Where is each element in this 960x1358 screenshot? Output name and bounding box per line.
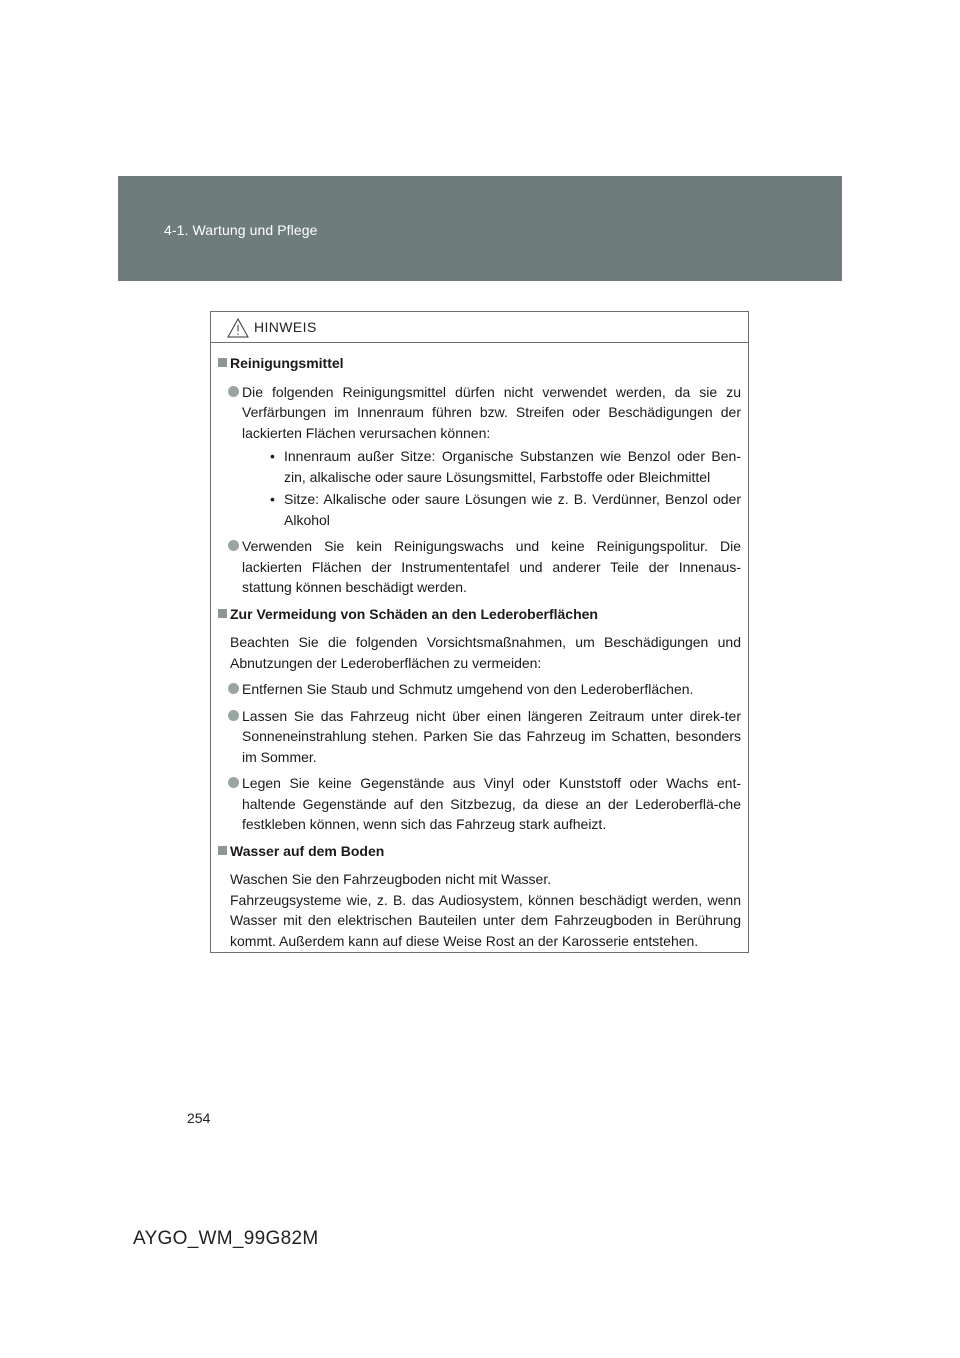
section-water-floor <box>218 841 741 952</box>
section-label: 4-1. Wartung und Pflege <box>164 222 318 238</box>
section-heading: Zur Vermeidung von Schäden an den Lederoberflächen <box>218 604 741 625</box>
section-paragraph: Waschen Sie den Fahrzeugboden nicht mit Wasser. Fahrzeugsysteme wie, z. B. das Audiosystem, können beschädigt werden, wenn Wasser mit den elektrischen Bauteilen unter dem Fahrzeugboden in Berührung kommt. Außerdem kann auf diese Weise Rost an der Karosserie entstehen. <box>230 871 741 949</box>
section-cleaning-agents <box>218 353 741 598</box>
warning-triangle-icon <box>227 318 249 338</box>
document-code: AYGO_WM_99G82M <box>133 1228 319 1249</box>
list-item: Lassen Sie das Fahrzeug nicht über einen längeren Zeitraum unter direk-ter Sonneneinstrahlung stehen. Parken Sie das Fahrzeug im Schatten, besonders im Sommer. <box>218 706 741 768</box>
section-intro: Beachten Sie die folgenden Vorsichtsmaßnahmen, um Beschädigungen und Abnutzungen der Lederoberflächen zu vermeiden: <box>230 634 741 671</box>
square-bullet-icon <box>218 609 227 618</box>
circle-bullet-icon <box>228 710 239 721</box>
square-bullet-icon <box>218 358 227 367</box>
notice-box <box>210 311 749 953</box>
section-heading: Reinigungsmittel <box>218 353 741 374</box>
circle-bullet-icon <box>228 386 239 397</box>
circle-bullet-icon <box>228 540 239 551</box>
section-leather-surfaces <box>218 604 741 835</box>
notice-header <box>211 312 748 343</box>
circle-bullet-icon <box>228 683 239 694</box>
sub-list-item: • Sitze: Alkalische oder saure Lösungen wie z. B. Verdünner, Benzol oder Alkohol <box>270 491 741 528</box>
square-bullet-icon <box>218 846 227 855</box>
header-band <box>118 176 842 281</box>
circle-bullet-icon <box>228 777 239 788</box>
sub-list-item: • Innenraum außer Sitze: Organische Substanzen wie Benzol oder Ben-zin, alkalische oder saure Lösungsmittel, Farbstoffe oder Bleichmittel <box>270 448 741 485</box>
section-heading: Wasser auf dem Boden <box>218 841 741 862</box>
list-item: Verwenden Sie kein Reinigungswachs und keine Reinigungspolitur. Die lackierten Flächen der Instrumententafel und anderer Teile der Innenaus-stattung können beschädigt werden. <box>218 536 741 598</box>
page-number: 254 <box>187 1110 211 1126</box>
list-item: Legen Sie keine Gegenstände aus Vinyl oder Kunststoff oder Wachs ent-haltende Gegenstände auf den Sitzbezug, da diese an der Lederoberflä-che festkleben können, wenn sich das Fahrzeug stark aufheizt. <box>218 773 741 835</box>
notice-body <box>211 343 748 951</box>
sub-list <box>242 446 741 530</box>
notice-title: HINWEIS <box>254 319 317 335</box>
list-item: Die folgenden Reinigungsmittel dürfen nicht verwendet werden, da sie zu Verfärbungen im Innenraum führen bzw. Streifen oder Beschädigungen der lackierten Flächen verursachen können: • Innenraum außer Sitze: Organische Substanzen wie Benzol oder Ben-zin, alkalische oder saure Lösungsmittel, Farbstoffe oder Bleichmittel • Sitze: Alkalische oder saure Lösungen wie z. B. Verdünner, Benzol oder Alkohol <box>218 382 741 531</box>
list-item: Entfernen Sie Staub und Schmutz umgehend von den Lederoberflächen. <box>218 679 741 700</box>
